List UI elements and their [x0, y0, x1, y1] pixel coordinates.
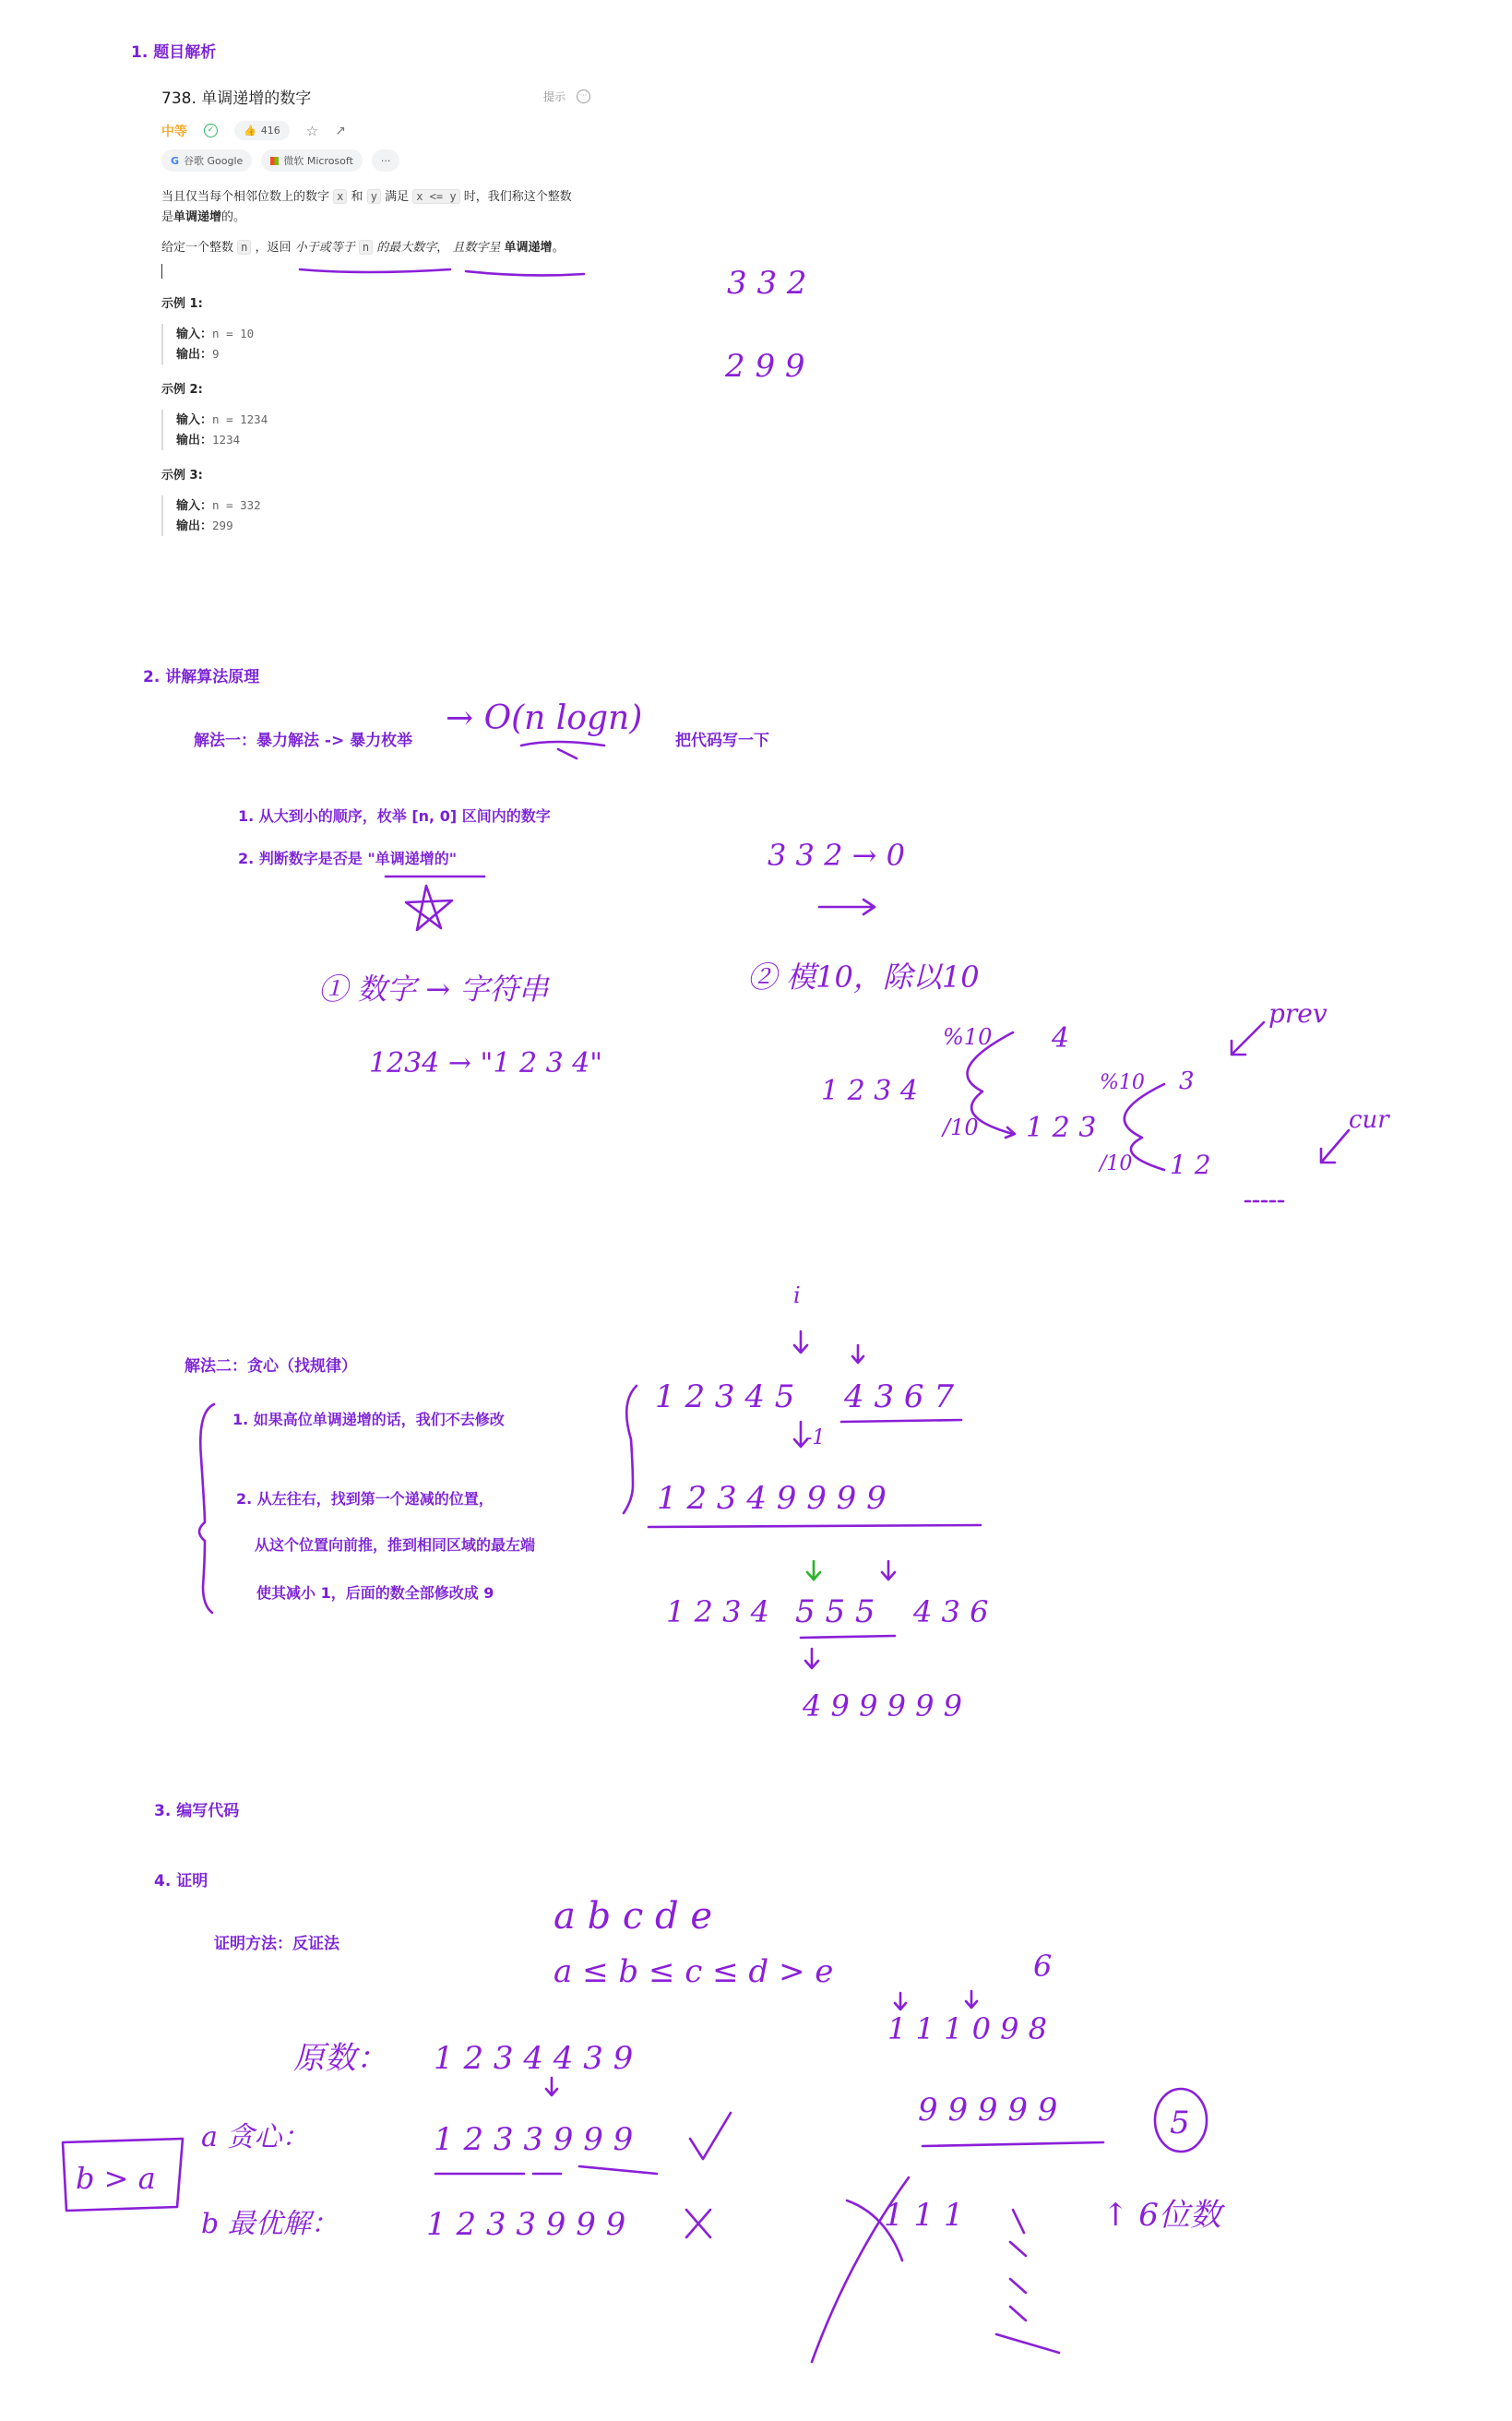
hand-option-1: ① 数字 → 字符串 [318, 972, 549, 1007]
green-arrow-icon [807, 1561, 820, 1580]
hand-orig-label: 原数： [293, 2040, 387, 2077]
hand-1234-string: 1234 → "1 2 3 4" [369, 1047, 603, 1079]
hand-299: 2 9 9 [725, 348, 805, 385]
hand-b-gt-a: b > a [76, 2161, 156, 2196]
problem-title[interactable]: 738. 单调递增的数字 [161, 89, 312, 108]
hand-row4: 4 9 9 9 9 9 [803, 1688, 963, 1723]
star-icon[interactable]: ☆ [305, 122, 319, 139]
hand-orig: 1 2 3 4 4 3 9 [434, 2040, 634, 2077]
solution-2-step-2c: 使其减小 1，后面的数全部修改成 9 [256, 1584, 494, 1602]
section-4-title: 4. 证明 [154, 1872, 208, 1890]
hand-row3a: 1 2 3 4 [666, 1594, 769, 1629]
section-3-title: 3. 编写代码 [154, 1802, 240, 1820]
hand-digit-3: 3 [1179, 1067, 1195, 1095]
hand-111: 1 1 1 [884, 2197, 964, 2234]
hand-row1a: 1 2 3 4 5 [655, 1378, 795, 1415]
solution-1-step-1: 1. 从大到小的顺序，枚举 [n, 0] 区间内的数字 [238, 807, 551, 825]
tag-microsoft[interactable]: 微软 Microsoft [261, 149, 363, 172]
hand-row3b: 5 5 5 [795, 1593, 875, 1630]
hand-complexity: → O(n logn) [446, 699, 643, 737]
google-icon: G [171, 154, 180, 167]
solution-1-step-2: 2. 判断数字是否是 "单调递增的" [238, 850, 458, 867]
hand-six: 6 [1033, 1949, 1053, 1984]
hand-332-to-0: 3 3 2 → 0 [768, 838, 905, 873]
hand-best: 1 2 3 3 9 9 9 [426, 2206, 626, 2243]
hand-greedy: 1 2 3 3 9 9 9 [434, 2121, 634, 2158]
hand-prev: prev [1268, 998, 1327, 1029]
example-1: 示例 1: 输入：n = 10 输出：9 [161, 293, 604, 364]
section-1-title: 1. 题目解析 [131, 43, 217, 62]
hand-option-2: ② 模10，除以10 [747, 960, 980, 995]
more-icon[interactable]: ··· [577, 89, 590, 103]
section-2-title: 2. 讲解算法原理 [143, 668, 260, 686]
hand-cur: cur [1349, 1106, 1389, 1134]
thumbs-up-icon: 👍 [244, 125, 256, 137]
problem-description-1: 当且仅当每个相邻位数上的数字 x 和 y 满足 x <= y 时，我们称这个整数 是单调递增的。 [161, 190, 572, 224]
solution-2-step-2b: 从这个位置向前推，推到相同区域的最左端 [255, 1536, 536, 1554]
hand-greedy-label: a 贪心： [201, 2121, 310, 2153]
hand-row1b: 4 3 6 7 [844, 1378, 954, 1415]
hand-five: 5 [1170, 2105, 1190, 2141]
solution-2-title: 解法二：贪心（找规律） [185, 1357, 357, 1376]
share-icon[interactable]: ↗ [335, 123, 346, 138]
hand-mod10-b: %10 [1100, 1071, 1145, 1094]
hand-minus-1: -1 [805, 1426, 826, 1449]
hint-link[interactable]: 提示 [542, 90, 566, 103]
solution-2-step-1: 1. 如果高位单调递增的话，我们不去修改 [232, 1411, 505, 1428]
solution-2-step-2: 2. 从左往右，找到第一个递减的位置， [236, 1490, 494, 1508]
star-icon [406, 886, 452, 930]
tag-more[interactable]: ··· [372, 149, 400, 172]
example-2: 示例 2: 输入：n = 1234 输出：1234 [161, 379, 604, 450]
difficulty-badge: 中等 [161, 124, 187, 139]
hand-digit-4: 4 [1052, 1022, 1070, 1055]
hand-inequality: a ≤ b ≤ c ≤ d > e [554, 1953, 834, 1990]
problem-description-2: 给定一个整数 n ，返回 小于或等于 n 的最大数字， 且数字呈 单调递增。 [161, 241, 565, 255]
hand-abcde: a b c d e [554, 1895, 712, 1938]
hand-row3c: 4 3 6 [913, 1594, 989, 1629]
hand-123: 1 2 3 [1026, 1112, 1097, 1144]
hand-row2: 1 2 3 4 9 9 9 9 [657, 1480, 887, 1517]
hand-i: i [793, 1282, 801, 1308]
example-3: 示例 3: 输入：n = 332 输出：299 [161, 465, 604, 536]
hand-six-digits: ↑ 6位数 [1102, 2197, 1221, 2234]
solved-check-icon: ✓ [204, 124, 218, 137]
hand-332: 3 3 2 [727, 265, 807, 302]
hand-mod10-a: %10 [943, 1024, 993, 1050]
underline-less-equal [300, 269, 450, 272]
hand-div10-a: /10 [943, 1115, 979, 1140]
solution-1-note: 把代码写一下 [675, 732, 769, 750]
underline-monotonic [466, 271, 584, 275]
hand-111098: 1 1 1 0 9 8 [887, 2011, 1048, 2046]
proof-method: 证明方法：反证法 [214, 1935, 339, 1953]
hand-div10-b: /10 [1100, 1152, 1133, 1175]
hand-best-label: b 最优解： [201, 2208, 339, 2240]
hand-12: 1 2 [1170, 1150, 1211, 1180]
tag-google[interactable]: G 谷歌 Google [161, 149, 252, 172]
hand-1234: 1 2 3 4 [821, 1075, 918, 1107]
solution-1-title: 解法一：暴力解法 -> 暴力枚举 [194, 732, 413, 750]
hand-99999: 9 9 9 9 9 [918, 2092, 1058, 2129]
like-button[interactable]: 👍 416 [234, 121, 290, 140]
